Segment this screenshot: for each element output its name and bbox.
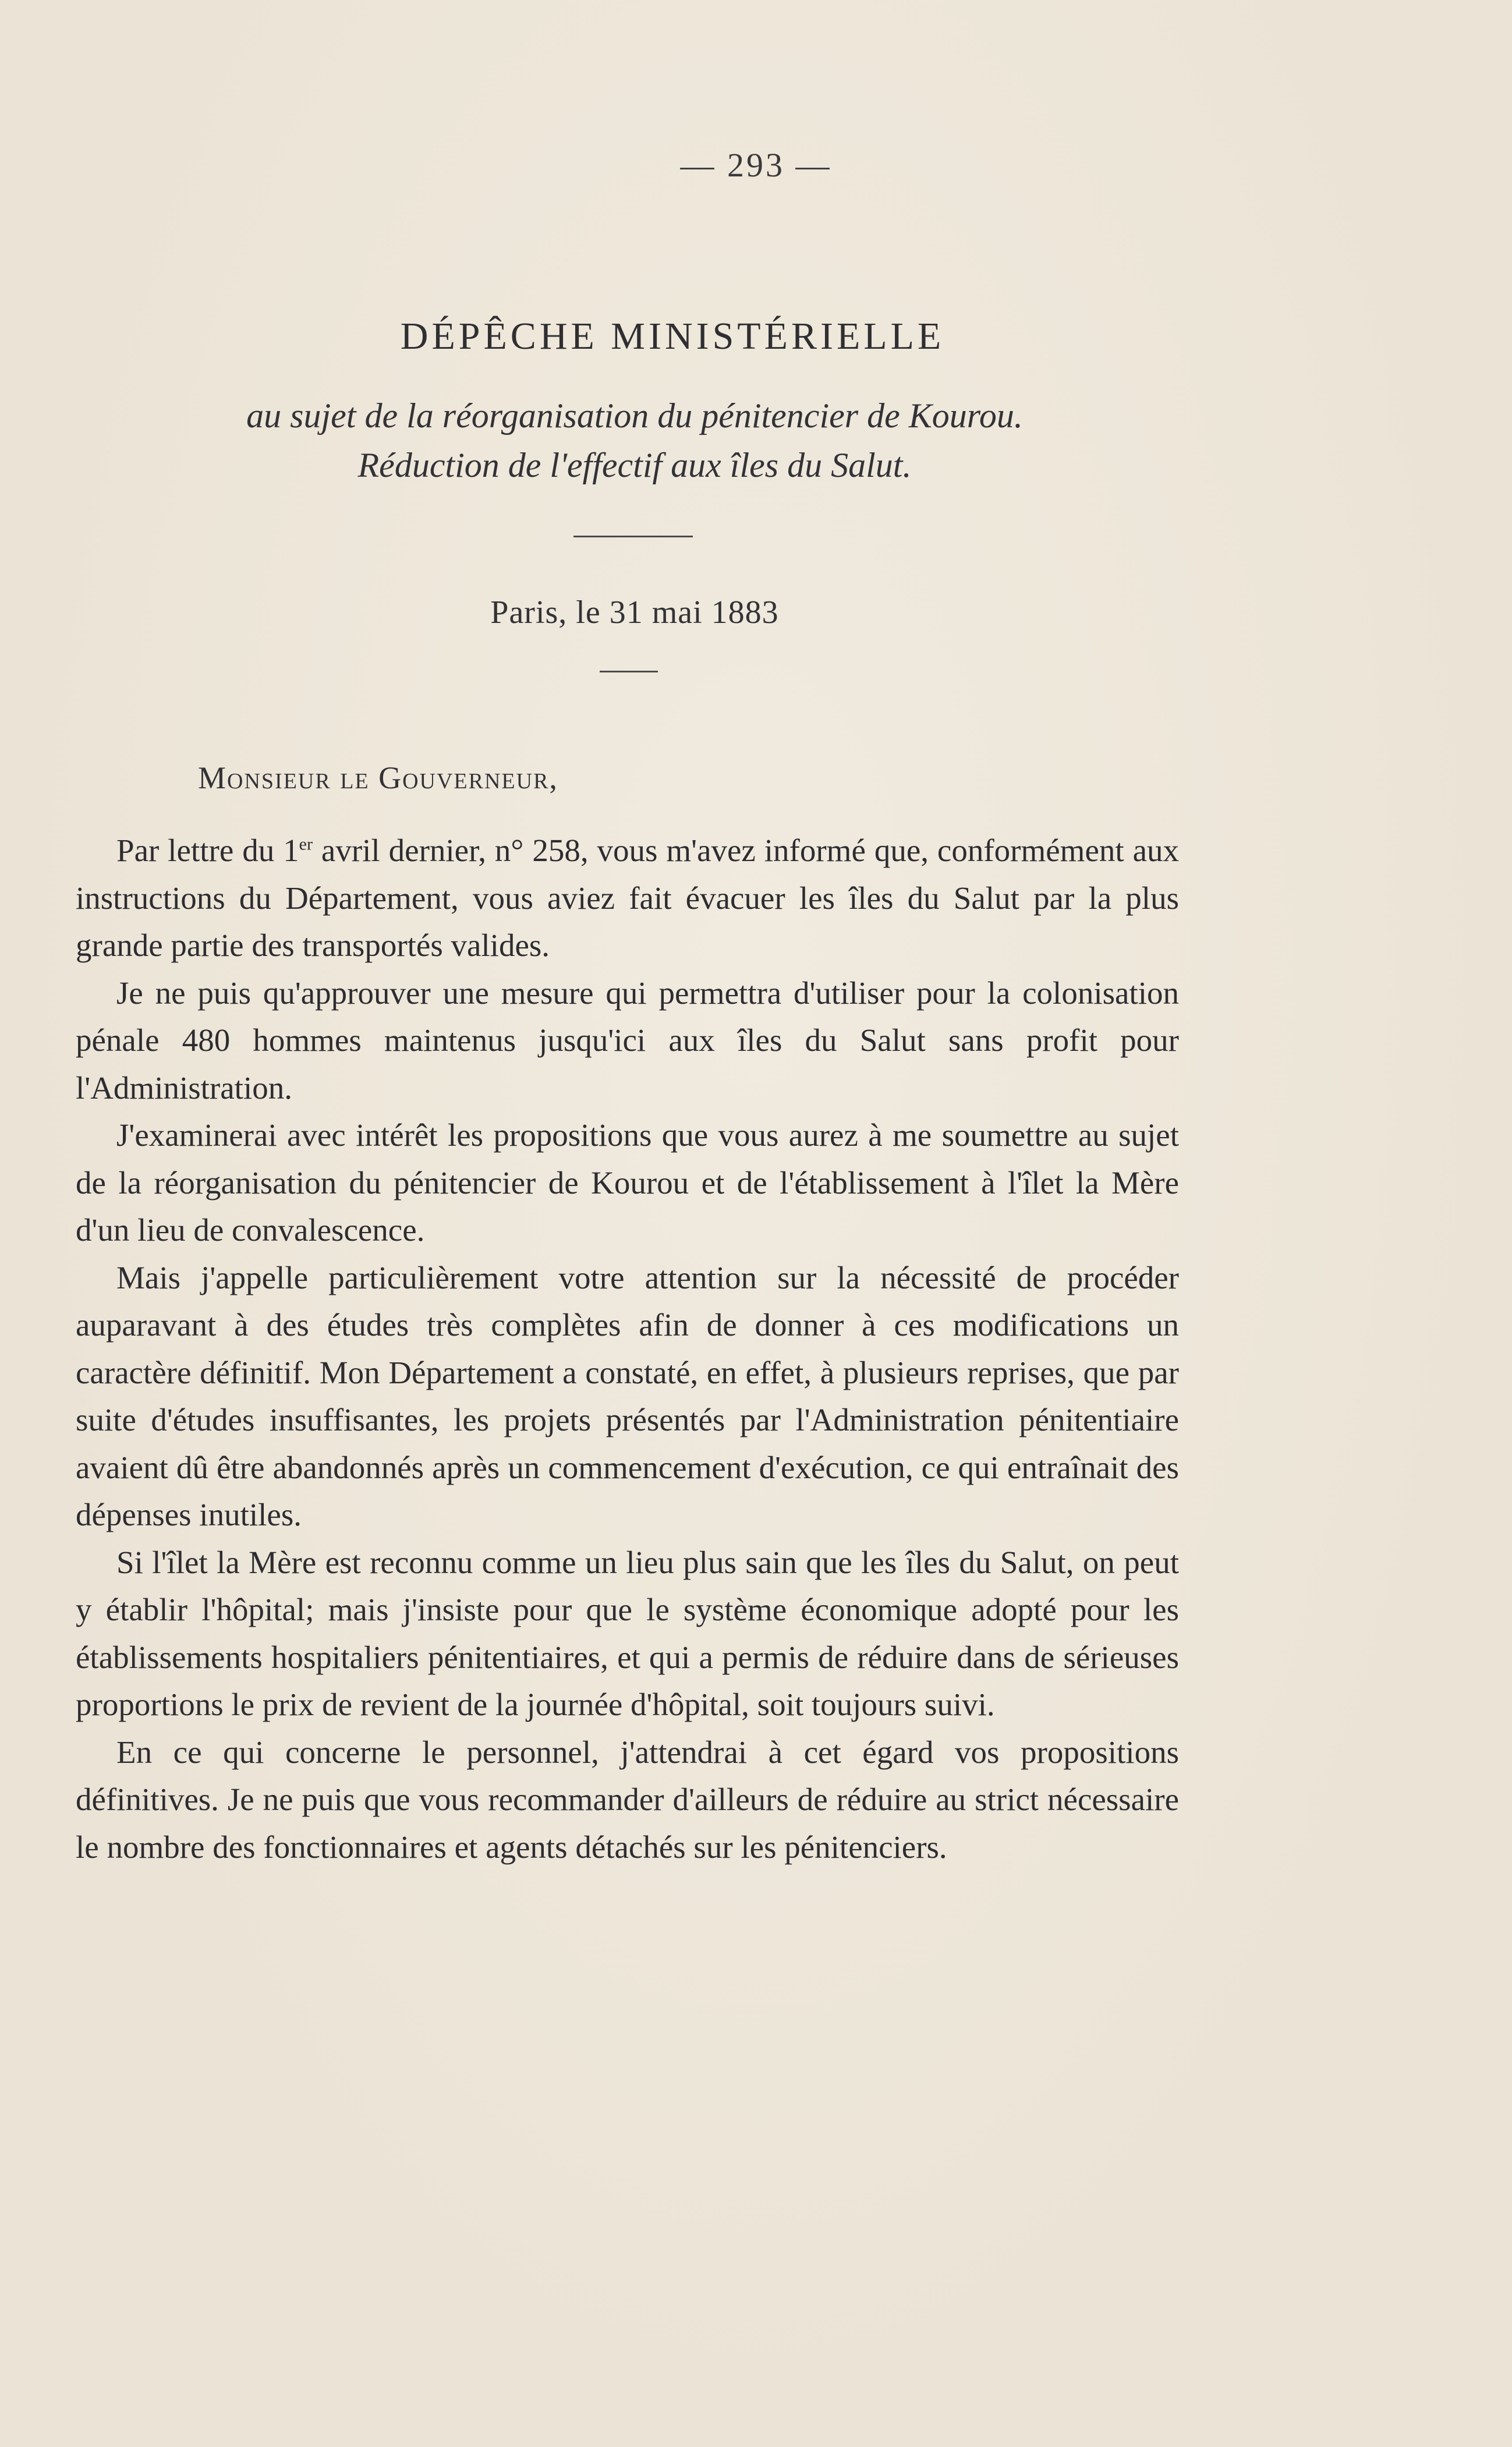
page-number: — 293 — [680, 146, 832, 184]
document-subtitle-line-1: au sujet de la réorganisation du pénitencier de Kourou. [246, 396, 1023, 435]
body-paragraph: Je ne puis qu'approuver une mesure qui permettra d'utiliser pour la colonisation pénale 480 hommes maintenus jusqu'ici aux îles du Salut sans profit pour l'Administration. [76, 975, 1179, 1106]
body-paragraph: J'examinerai avec intérêt les propositions que vous aurez à me soumettre au sujet de la réorganisation du pénitencier de Kourou et de l'établissement à l'îlet la Mère d'un lieu de convalescence. [76, 1117, 1179, 1248]
document-subtitle-line-2: Réduction de l'effectif aux îles du Salut. [357, 446, 912, 484]
body-paragraph: En ce qui concerne le personnel, j'attendrai à cet égard vos propositions définitives. Je ne puis que vous recommander d'ailleurs de réduire au strict nécessaire le nombre des fonctionnaires et agents détachés sur les pénitenciers. [76, 1734, 1179, 1865]
salutation: Monsieur le Gouverneur, [198, 760, 558, 795]
body-paragraph: Si l'îlet la Mère est reconnu comme un lieu plus sain que les îles du Salut, on peut y établir l'hôpital; mais j'insiste pour que le système économique adopté pour les établissements hospitaliers pénitentiaires, et qui a permis de réduire dans de sérieuses proportions le prix de revient de la journée d'hôpital, soit toujours suivi. [76, 1544, 1179, 1722]
letter-body [76, 827, 1179, 1871]
paragraph-text: avril dernier, n° 258, vous m'avez informé que, conformément aux instructions du Département, vous aviez fait évacuer les îles du Salut par la plus grande partie des transportés valides. [76, 833, 1180, 963]
dateline: Paris, le 31 mai 1883 [490, 594, 779, 631]
paragraph-text: Par lettre du 1 [116, 833, 299, 868]
body-paragraph: Mais j'appelle particulièrement votre attention sur la nécessité de procéder auparavant à des études très complètes afin de donner à ces modifications un caractère définitif. Mon Département a constaté, en effet, à plusieurs reprises, que par suite d'études insuffisantes, les projets présentés par l'Administration pénitentiaire avaient dû être abandonnés après un commencement d'exécution, ce qui entraînait des dépenses inutiles. [76, 1259, 1179, 1532]
dateline-divider-rule [600, 671, 658, 672]
document-title: DÉPÊCHE MINISTÉRIELLE [400, 315, 945, 357]
ordinal-superscript: er [299, 834, 313, 854]
title-divider-rule [573, 536, 693, 537]
body-paragraph [76, 827, 1179, 969]
